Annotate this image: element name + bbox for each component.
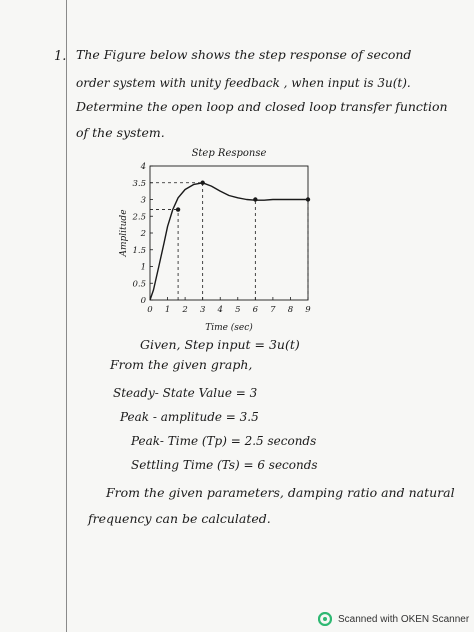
- data-point-marker: [200, 181, 204, 185]
- step-response-chart: [112, 144, 324, 340]
- given-input: Given, Step input = 3u(t): [140, 337, 300, 352]
- from-graph: From the given graph,: [110, 357, 253, 372]
- y-tick-label: 2.5: [132, 212, 146, 223]
- x-tick-label: 7: [270, 305, 276, 315]
- y-tick-label: 1: [140, 262, 146, 273]
- scanner-logo-icon: [318, 612, 332, 626]
- conclusion-line-2: frequency can be calculated.: [88, 511, 271, 526]
- chart-title: Step Response: [191, 148, 267, 159]
- peak-time: Peak- Time (Tp) = 2.5 seconds: [131, 434, 317, 448]
- data-point-marker: [176, 207, 180, 211]
- step-response-svg: [112, 144, 324, 340]
- x-axis-label: Time (sec): [205, 323, 253, 333]
- scanner-watermark: [318, 611, 469, 627]
- scanner-label: Scanned with OKEN Scanner: [338, 613, 470, 625]
- step-response-curve: [150, 183, 308, 300]
- question-line-2: order system with unity feedback , when input is 3u(t).: [76, 76, 411, 90]
- x-tick-label: 1: [164, 305, 171, 315]
- question-line-3: Determine the open loop and closed loop transfer function: [76, 99, 448, 114]
- y-tick-label: 1.5: [132, 245, 146, 256]
- y-tick-label: 0.5: [132, 279, 146, 290]
- margin-line: [66, 0, 67, 632]
- x-tick-label: 8: [287, 305, 294, 315]
- y-tick-label: 2: [140, 229, 146, 239]
- settling-time: Settling Time (Ts) = 6 seconds: [131, 458, 318, 472]
- data-point-marker: [253, 197, 257, 201]
- y-tick-label: 0: [140, 296, 146, 306]
- x-tick-label: 6: [252, 305, 259, 315]
- peak-amplitude: Peak - amplitude = 3.5: [120, 410, 259, 424]
- y-axis-label: Amplitude: [119, 209, 129, 257]
- question-line-4: of the system.: [76, 125, 165, 140]
- x-tick-label: 4: [217, 305, 223, 315]
- question-number: 1.: [54, 49, 67, 64]
- x-tick-label: 5: [235, 305, 241, 315]
- y-tick-label: 3: [140, 195, 146, 206]
- y-tick-label: 4: [140, 162, 146, 172]
- x-tick-label: 3: [199, 305, 206, 315]
- steady-state-value: Steady- State Value = 3: [113, 386, 258, 400]
- data-point-marker: [306, 197, 310, 201]
- x-tick-label: 2: [182, 305, 188, 315]
- x-tick-label: 0: [147, 305, 153, 315]
- x-tick-label: 9: [305, 305, 311, 315]
- y-tick-label: 3.5: [132, 178, 146, 189]
- plot-frame: [150, 166, 308, 300]
- conclusion-line-1: From the given parameters, damping ratio and natural: [106, 485, 455, 500]
- question-line-1: The Figure below shows the step response of second: [76, 47, 412, 62]
